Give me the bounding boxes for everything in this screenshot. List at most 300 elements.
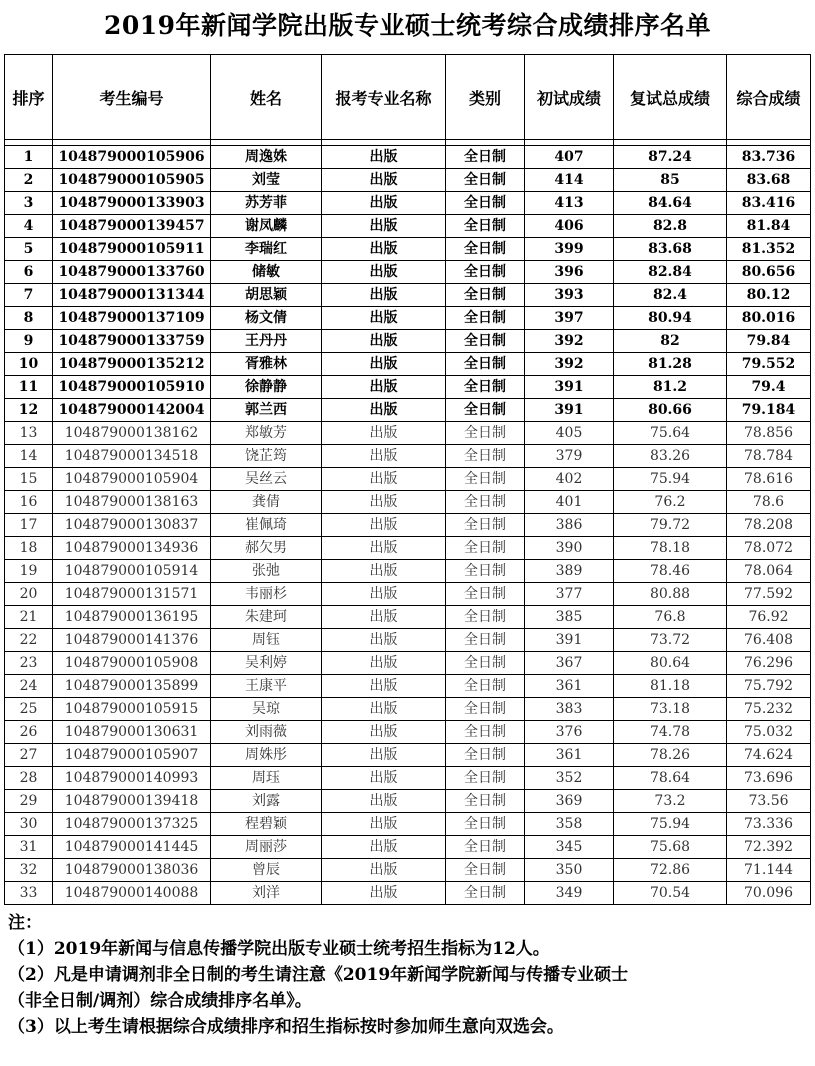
note-line: （1）2019年新闻与信息传播学院出版专业硕士统考招生指标为12人。 [8, 939, 550, 959]
header-category: 类别 [446, 55, 525, 140]
cell-initial-score: 369 [525, 790, 614, 813]
cell-category: 全日制 [446, 445, 525, 468]
page-title: 2019年新闻学院出版专业硕士统考综合成绩排序名单 [103, 11, 712, 40]
cell-rank: 6 [5, 261, 53, 284]
cell-initial-score: 407 [525, 146, 614, 169]
table-row [5, 560, 811, 583]
cell-rank: 9 [5, 330, 53, 353]
cell-candidate-id: 104879000133760 [53, 261, 211, 284]
cell-initial-score: 391 [525, 399, 614, 422]
cell-initial-score: 401 [525, 491, 614, 514]
cell-major: 出版 [322, 606, 446, 629]
cell-major: 出版 [322, 169, 446, 192]
cell-candidate-id: 104879000105904 [53, 468, 211, 491]
cell-category: 全日制 [446, 514, 525, 537]
cell-composite-score: 73.56 [727, 790, 811, 813]
cell-candidate-id: 104879000136195 [53, 606, 211, 629]
cell-category: 全日制 [446, 330, 525, 353]
cell-composite-score: 76.408 [727, 629, 811, 652]
cell-composite-score: 76.92 [727, 606, 811, 629]
cell-major: 出版 [322, 675, 446, 698]
cell-initial-score: 390 [525, 537, 614, 560]
cell-initial-score: 361 [525, 744, 614, 767]
cell-name: 郝欠男 [211, 537, 322, 560]
cell-major: 出版 [322, 836, 446, 859]
cell-retest-score: 75.94 [614, 813, 727, 836]
cell-composite-score: 81.84 [727, 215, 811, 238]
cell-rank: 4 [5, 215, 53, 238]
cell-name: 龚倩 [211, 491, 322, 514]
cell-name: 韦丽杉 [211, 583, 322, 606]
cell-retest-score: 75.94 [614, 468, 727, 491]
cell-composite-score: 73.696 [727, 767, 811, 790]
cell-retest-score: 80.94 [614, 307, 727, 330]
cell-composite-score: 83.416 [727, 192, 811, 215]
cell-rank: 7 [5, 284, 53, 307]
cell-name: 刘洋 [211, 882, 322, 905]
cell-rank: 10 [5, 353, 53, 376]
cell-composite-score: 83.68 [727, 169, 811, 192]
cell-candidate-id: 104879000105908 [53, 652, 211, 675]
cell-rank: 16 [5, 491, 53, 514]
cell-retest-score: 75.64 [614, 422, 727, 445]
cell-rank: 13 [5, 422, 53, 445]
cell-candidate-id: 104879000105914 [53, 560, 211, 583]
cell-retest-score: 73.2 [614, 790, 727, 813]
cell-rank: 22 [5, 629, 53, 652]
cell-name: 曾辰 [211, 859, 322, 882]
cell-major: 出版 [322, 882, 446, 905]
cell-major: 出版 [322, 353, 446, 376]
cell-category: 全日制 [446, 606, 525, 629]
cell-retest-score: 72.86 [614, 859, 727, 882]
table-row [5, 606, 811, 629]
cell-major: 出版 [322, 215, 446, 238]
table-row [5, 376, 811, 399]
table-row [5, 583, 811, 606]
cell-major: 出版 [322, 859, 446, 882]
cell-name: 周姝彤 [211, 744, 322, 767]
table-row [5, 675, 811, 698]
cell-candidate-id: 104879000105911 [53, 238, 211, 261]
cell-retest-score: 83.26 [614, 445, 727, 468]
cell-major: 出版 [322, 284, 446, 307]
cell-name: 周珏 [211, 767, 322, 790]
cell-rank: 29 [5, 790, 53, 813]
cell-initial-score: 413 [525, 192, 614, 215]
cell-retest-score: 70.54 [614, 882, 727, 905]
cell-retest-score: 73.72 [614, 629, 727, 652]
table-row [5, 652, 811, 675]
cell-composite-score: 74.624 [727, 744, 811, 767]
cell-rank: 32 [5, 859, 53, 882]
table-row [5, 215, 811, 238]
cell-composite-score: 78.064 [727, 560, 811, 583]
cell-composite-score: 80.016 [727, 307, 811, 330]
cell-composite-score: 78.616 [727, 468, 811, 491]
cell-initial-score: 391 [525, 629, 614, 652]
cell-candidate-id: 104879000105910 [53, 376, 211, 399]
cell-retest-score: 79.72 [614, 514, 727, 537]
cell-category: 全日制 [446, 192, 525, 215]
cell-name: 周丽莎 [211, 836, 322, 859]
cell-retest-score: 82.8 [614, 215, 727, 238]
cell-retest-score: 84.64 [614, 192, 727, 215]
cell-category: 全日制 [446, 790, 525, 813]
table-row [5, 767, 811, 790]
cell-composite-score: 80.656 [727, 261, 811, 284]
table-row [5, 468, 811, 491]
cell-initial-score: 397 [525, 307, 614, 330]
cell-major: 出版 [322, 744, 446, 767]
cell-candidate-id: 104879000133903 [53, 192, 211, 215]
table-row [5, 146, 811, 169]
table-row [5, 192, 811, 215]
cell-retest-score: 82.4 [614, 284, 727, 307]
cell-rank: 3 [5, 192, 53, 215]
cell-major: 出版 [322, 445, 446, 468]
cell-name: 徐静静 [211, 376, 322, 399]
cell-initial-score: 399 [525, 238, 614, 261]
cell-rank: 33 [5, 882, 53, 905]
table-row [5, 445, 811, 468]
header-name: 姓名 [211, 55, 322, 140]
cell-retest-score: 82.84 [614, 261, 727, 284]
cell-category: 全日制 [446, 675, 525, 698]
cell-rank: 5 [5, 238, 53, 261]
cell-category: 全日制 [446, 836, 525, 859]
table-row [5, 698, 811, 721]
cell-major: 出版 [322, 422, 446, 445]
notes-heading: 注： [8, 913, 42, 933]
cell-rank: 26 [5, 721, 53, 744]
cell-name: 崔佩琦 [211, 514, 322, 537]
cell-name: 周逸姝 [211, 146, 322, 169]
cell-major: 出版 [322, 399, 446, 422]
table-row [5, 744, 811, 767]
cell-category: 全日制 [446, 238, 525, 261]
table-row [5, 169, 811, 192]
cell-category: 全日制 [446, 537, 525, 560]
table-row [5, 790, 811, 813]
cell-rank: 30 [5, 813, 53, 836]
cell-major: 出版 [322, 537, 446, 560]
cell-retest-score: 81.18 [614, 675, 727, 698]
cell-composite-score: 72.392 [727, 836, 811, 859]
cell-rank: 15 [5, 468, 53, 491]
cell-category: 全日制 [446, 146, 525, 169]
cell-category: 全日制 [446, 859, 525, 882]
cell-composite-score: 79.4 [727, 376, 811, 399]
table-row [5, 261, 811, 284]
cell-major: 出版 [322, 698, 446, 721]
cell-initial-score: 379 [525, 445, 614, 468]
cell-initial-score: 358 [525, 813, 614, 836]
cell-rank: 1 [5, 146, 53, 169]
cell-rank: 19 [5, 560, 53, 583]
cell-candidate-id: 104879000131344 [53, 284, 211, 307]
cell-composite-score: 75.232 [727, 698, 811, 721]
cell-major: 出版 [322, 330, 446, 353]
cell-candidate-id: 104879000134518 [53, 445, 211, 468]
cell-composite-score: 78.208 [727, 514, 811, 537]
cell-name: 李瑞红 [211, 238, 322, 261]
table-row [5, 721, 811, 744]
cell-candidate-id: 104879000139418 [53, 790, 211, 813]
cell-major: 出版 [322, 238, 446, 261]
cell-retest-score: 78.64 [614, 767, 727, 790]
cell-initial-score: 391 [525, 376, 614, 399]
cell-initial-score: 393 [525, 284, 614, 307]
cell-major: 出版 [322, 721, 446, 744]
cell-initial-score: 414 [525, 169, 614, 192]
cell-category: 全日制 [446, 261, 525, 284]
cell-major: 出版 [322, 652, 446, 675]
cell-rank: 17 [5, 514, 53, 537]
cell-initial-score: 392 [525, 330, 614, 353]
table-row [5, 537, 811, 560]
cell-category: 全日制 [446, 491, 525, 514]
cell-name: 刘露 [211, 790, 322, 813]
cell-category: 全日制 [446, 698, 525, 721]
cell-initial-score: 405 [525, 422, 614, 445]
cell-category: 全日制 [446, 169, 525, 192]
table-row [5, 330, 811, 353]
cell-initial-score: 385 [525, 606, 614, 629]
cell-candidate-id: 104879000142004 [53, 399, 211, 422]
cell-retest-score: 80.64 [614, 652, 727, 675]
cell-candidate-id: 104879000131571 [53, 583, 211, 606]
cell-retest-score: 85 [614, 169, 727, 192]
cell-candidate-id: 104879000140088 [53, 882, 211, 905]
cell-name: 谢凤麟 [211, 215, 322, 238]
cell-candidate-id: 104879000138036 [53, 859, 211, 882]
cell-major: 出版 [322, 514, 446, 537]
header-retest-score: 复试总成绩 [614, 55, 727, 140]
cell-candidate-id: 104879000105906 [53, 146, 211, 169]
cell-name: 郭兰西 [211, 399, 322, 422]
notes-section [8, 910, 808, 1040]
cell-category: 全日制 [446, 721, 525, 744]
cell-name: 储敏 [211, 261, 322, 284]
cell-initial-score: 396 [525, 261, 614, 284]
cell-composite-score: 75.792 [727, 675, 811, 698]
cell-candidate-id: 104879000130837 [53, 514, 211, 537]
cell-candidate-id: 104879000105907 [53, 744, 211, 767]
cell-category: 全日制 [446, 882, 525, 905]
cell-retest-score: 73.18 [614, 698, 727, 721]
cell-name: 程碧颖 [211, 813, 322, 836]
cell-major: 出版 [322, 146, 446, 169]
cell-composite-score: 80.12 [727, 284, 811, 307]
table-row [5, 629, 811, 652]
header-rank: 排序 [5, 55, 53, 140]
cell-major: 出版 [322, 790, 446, 813]
cell-rank: 27 [5, 744, 53, 767]
cell-rank: 8 [5, 307, 53, 330]
cell-retest-score: 76.2 [614, 491, 727, 514]
cell-name: 吴丝云 [211, 468, 322, 491]
cell-name: 胡思颖 [211, 284, 322, 307]
cell-retest-score: 87.24 [614, 146, 727, 169]
note-line: （3）以上考生请根据综合成绩排序和招生指标按时参加师生意向双选会。 [8, 1017, 564, 1037]
cell-major: 出版 [322, 468, 446, 491]
cell-composite-score: 78.856 [727, 422, 811, 445]
table-row [5, 514, 811, 537]
cell-candidate-id: 104879000137109 [53, 307, 211, 330]
cell-retest-score: 78.26 [614, 744, 727, 767]
cell-retest-score: 78.18 [614, 537, 727, 560]
cell-category: 全日制 [446, 284, 525, 307]
cell-category: 全日制 [446, 744, 525, 767]
cell-category: 全日制 [446, 422, 525, 445]
cell-major: 出版 [322, 629, 446, 652]
cell-initial-score: 402 [525, 468, 614, 491]
cell-major: 出版 [322, 560, 446, 583]
cell-retest-score: 74.78 [614, 721, 727, 744]
cell-candidate-id: 104879000135899 [53, 675, 211, 698]
cell-name: 王康平 [211, 675, 322, 698]
cell-initial-score: 392 [525, 353, 614, 376]
cell-rank: 14 [5, 445, 53, 468]
cell-name: 苏芳菲 [211, 192, 322, 215]
cell-composite-score: 73.336 [727, 813, 811, 836]
cell-rank: 18 [5, 537, 53, 560]
cell-composite-score: 79.184 [727, 399, 811, 422]
cell-retest-score: 75.68 [614, 836, 727, 859]
cell-name: 刘莹 [211, 169, 322, 192]
header-initial-score: 初试成绩 [525, 55, 614, 140]
cell-retest-score: 78.46 [614, 560, 727, 583]
cell-candidate-id: 104879000141445 [53, 836, 211, 859]
cell-retest-score: 76.8 [614, 606, 727, 629]
cell-initial-score: 383 [525, 698, 614, 721]
cell-name: 胥雅林 [211, 353, 322, 376]
cell-initial-score: 386 [525, 514, 614, 537]
cell-composite-score: 70.096 [727, 882, 811, 905]
cell-composite-score: 75.032 [727, 721, 811, 744]
table-row [5, 307, 811, 330]
cell-retest-score: 81.28 [614, 353, 727, 376]
cell-name: 王丹丹 [211, 330, 322, 353]
cell-name: 吴利婷 [211, 652, 322, 675]
cell-candidate-id: 104879000130631 [53, 721, 211, 744]
cell-candidate-id: 104879000139457 [53, 215, 211, 238]
cell-category: 全日制 [446, 767, 525, 790]
cell-retest-score: 81.2 [614, 376, 727, 399]
cell-initial-score: 361 [525, 675, 614, 698]
cell-major: 出版 [322, 491, 446, 514]
cell-rank: 25 [5, 698, 53, 721]
cell-initial-score: 345 [525, 836, 614, 859]
cell-major: 出版 [322, 307, 446, 330]
table-row [5, 284, 811, 307]
cell-name: 朱建珂 [211, 606, 322, 629]
note-line: （2）凡是申请调剂非全日制的考生请注意《2019年新闻学院新闻与传播专业硕士 [8, 965, 629, 985]
cell-major: 出版 [322, 261, 446, 284]
cell-category: 全日制 [446, 652, 525, 675]
cell-initial-score: 389 [525, 560, 614, 583]
cell-initial-score: 377 [525, 583, 614, 606]
cell-composite-score: 79.84 [727, 330, 811, 353]
cell-name: 饶芷筠 [211, 445, 322, 468]
header-row [5, 55, 811, 140]
cell-rank: 12 [5, 399, 53, 422]
cell-retest-score: 80.66 [614, 399, 727, 422]
cell-candidate-id: 104879000105905 [53, 169, 211, 192]
cell-candidate-id: 104879000134936 [53, 537, 211, 560]
note-line: （非全日制/调剂）综合成绩排序名单》。 [8, 991, 312, 1011]
cell-rank: 24 [5, 675, 53, 698]
cell-composite-score: 83.736 [727, 146, 811, 169]
cell-category: 全日制 [446, 583, 525, 606]
table-row [5, 422, 811, 445]
cell-initial-score: 367 [525, 652, 614, 675]
cell-candidate-id: 104879000137325 [53, 813, 211, 836]
table-row [5, 859, 811, 882]
cell-initial-score: 406 [525, 215, 614, 238]
cell-name: 杨文倩 [211, 307, 322, 330]
table-row [5, 836, 811, 859]
cell-composite-score: 79.552 [727, 353, 811, 376]
cell-composite-score: 71.144 [727, 859, 811, 882]
cell-major: 出版 [322, 192, 446, 215]
table-row [5, 238, 811, 261]
cell-rank: 21 [5, 606, 53, 629]
cell-retest-score: 80.88 [614, 583, 727, 606]
cell-composite-score: 78.784 [727, 445, 811, 468]
cell-major: 出版 [322, 767, 446, 790]
cell-initial-score: 352 [525, 767, 614, 790]
cell-composite-score: 78.072 [727, 537, 811, 560]
header-major: 报考专业名称 [322, 55, 446, 140]
cell-category: 全日制 [446, 560, 525, 583]
cell-name: 张弛 [211, 560, 322, 583]
cell-rank: 28 [5, 767, 53, 790]
cell-category: 全日制 [446, 215, 525, 238]
score-table [4, 54, 811, 905]
cell-category: 全日制 [446, 353, 525, 376]
cell-name: 吴琼 [211, 698, 322, 721]
cell-initial-score: 350 [525, 859, 614, 882]
cell-rank: 2 [5, 169, 53, 192]
cell-candidate-id: 104879000140993 [53, 767, 211, 790]
cell-retest-score: 82 [614, 330, 727, 353]
cell-category: 全日制 [446, 399, 525, 422]
score-table-body [5, 140, 811, 905]
cell-composite-score: 77.592 [727, 583, 811, 606]
cell-major: 出版 [322, 376, 446, 399]
cell-rank: 23 [5, 652, 53, 675]
cell-candidate-id: 104879000133759 [53, 330, 211, 353]
table-row [5, 813, 811, 836]
cell-candidate-id: 104879000138163 [53, 491, 211, 514]
table-row [5, 882, 811, 905]
cell-initial-score: 349 [525, 882, 614, 905]
cell-initial-score: 376 [525, 721, 614, 744]
cell-candidate-id: 104879000135212 [53, 353, 211, 376]
cell-category: 全日制 [446, 307, 525, 330]
cell-name: 周钰 [211, 629, 322, 652]
cell-category: 全日制 [446, 376, 525, 399]
cell-major: 出版 [322, 583, 446, 606]
cell-composite-score: 76.296 [727, 652, 811, 675]
table-row [5, 399, 811, 422]
cell-rank: 20 [5, 583, 53, 606]
header-candidate-id: 考生编号 [53, 55, 211, 140]
cell-category: 全日制 [446, 468, 525, 491]
cell-candidate-id: 104879000138162 [53, 422, 211, 445]
